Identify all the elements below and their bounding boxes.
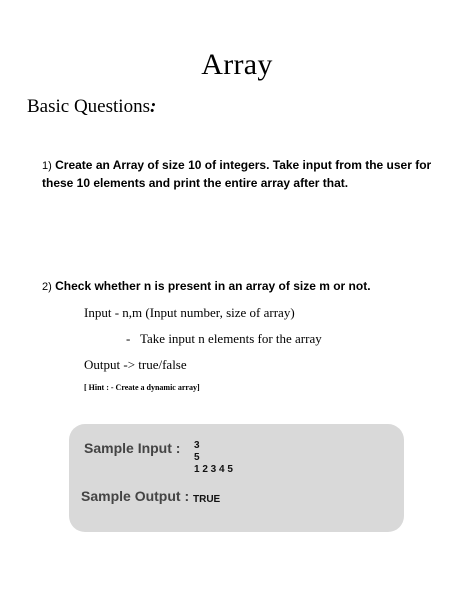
question-2-hint: [ Hint : - Create a dynamic array] <box>84 383 200 392</box>
sample-box <box>69 424 404 532</box>
sub-line-text: Take input n elements for the array <box>140 331 322 346</box>
sample-input-label: Sample Input : <box>84 440 181 456</box>
question-1-number: 1) <box>42 160 52 172</box>
section-heading <box>27 96 156 118</box>
section-heading-text: Basic Questions <box>27 96 150 117</box>
sample-output-label: Sample Output : <box>81 488 190 504</box>
question-2-sub-line <box>126 331 322 347</box>
question-2-output-line: Output -> true/false <box>84 357 187 372</box>
sub-line-dash: - <box>126 331 131 346</box>
sample-output-value: TRUE <box>193 494 221 505</box>
sample-input-value: 5 <box>194 452 200 463</box>
question-2-text: Check whether n is present in an array of size m or not. <box>55 279 371 293</box>
page-title: Array <box>201 48 273 81</box>
question-1 <box>42 157 452 192</box>
question-2-input-line: Input - n,m (Input number, size of array) <box>84 305 295 320</box>
sample-input-value: 3 <box>194 440 200 451</box>
question-2 <box>42 279 371 293</box>
question-1-text: Create an Array of size 10 of integers. Take input from the user for these 10 elements and print the entire array after that. <box>42 158 432 190</box>
sample-input-value: 1 2 3 4 5 <box>194 464 233 475</box>
section-heading-colon: : <box>149 96 157 117</box>
sample-input-values <box>194 440 233 476</box>
question-2-number: 2) <box>42 281 52 293</box>
